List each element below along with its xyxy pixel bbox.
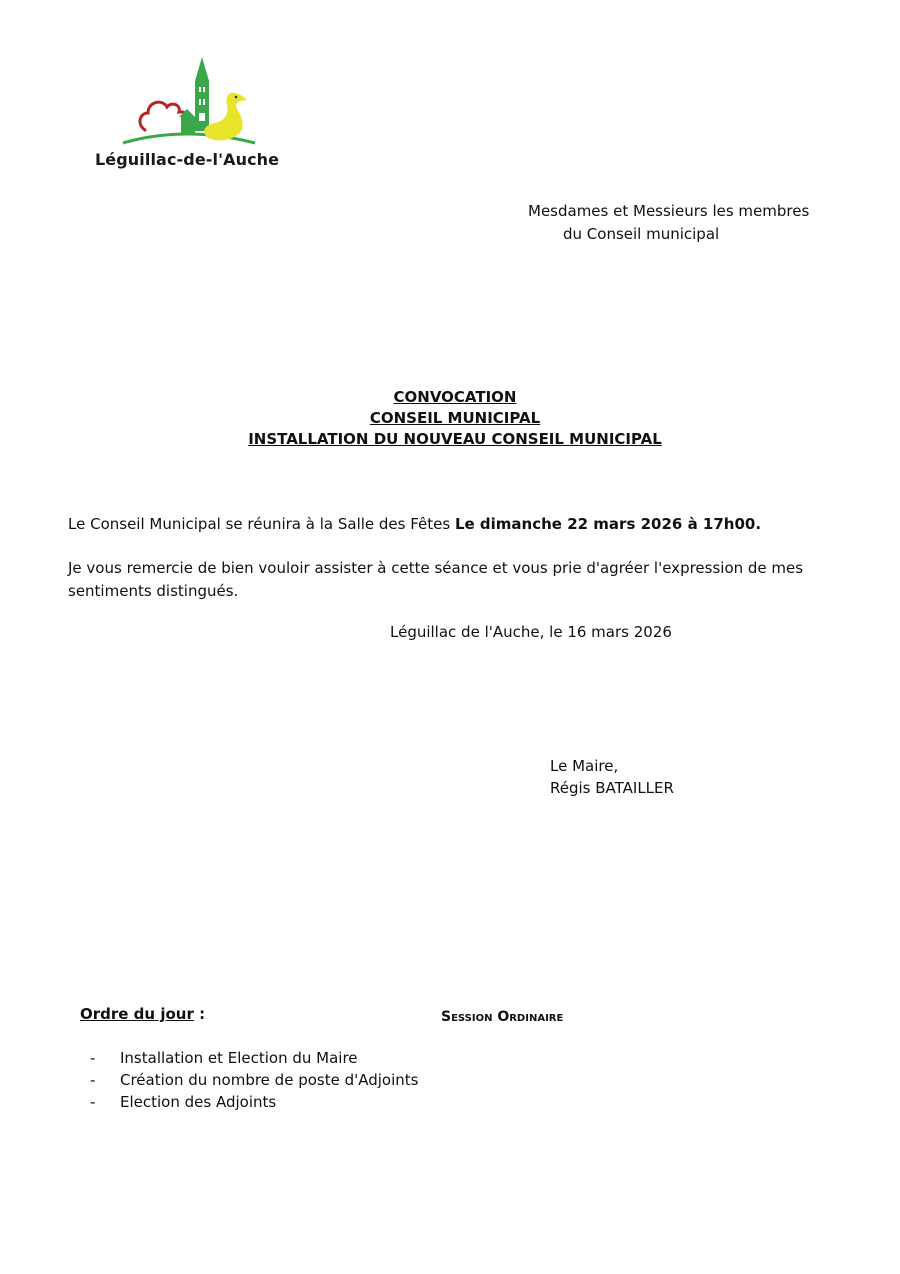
agenda-item-label: Election des Adjoints: [120, 1093, 277, 1111]
signature-block: [550, 755, 674, 799]
meeting-date-time: Le dimanche 22 mars 2026 à 17h00.: [454, 515, 762, 533]
agenda-heading-label: Ordre du jour: [80, 1005, 194, 1023]
meeting-announcement-text: Le Conseil Municipal se réunira à la Salle des Fêtes: [68, 515, 455, 533]
agenda-item-label: Installation et Election du Maire: [120, 1049, 358, 1067]
recipients-line-1: Mesdames et Messieurs les membres: [528, 202, 810, 220]
closing-paragraph: Je vous remercie de bien vouloir assister à cette séance et vous prie d'agréer l'expression de mes sentiments distingués.: [68, 559, 804, 600]
logo-text: Léguillac-de-l'Auche: [95, 150, 280, 169]
village-emblem-icon: [115, 55, 265, 150]
title-installation: INSTALLATION DU NOUVEAU CONSEIL MUNICIPAL: [248, 430, 662, 448]
agenda-heading: [80, 1005, 205, 1023]
bullet-dash: -: [90, 1071, 96, 1089]
list-item: [90, 1069, 418, 1091]
agenda-list: [90, 1047, 418, 1113]
signature-name: Régis BATAILLER: [550, 779, 674, 797]
list-item: [90, 1047, 418, 1069]
signature-title: Le Maire,: [550, 757, 619, 775]
session-type: Session Ordinaire: [441, 1009, 564, 1025]
bullet-dash: -: [90, 1093, 96, 1111]
list-item: [90, 1091, 418, 1113]
title-conseil-municipal: CONSEIL MUNICIPAL: [369, 409, 541, 427]
agenda-item-label: Création du nombre de poste d'Adjoints: [120, 1071, 419, 1089]
meeting-announcement: [68, 513, 848, 536]
municipality-logo: [95, 55, 295, 175]
document-titles: [0, 387, 900, 450]
place-and-date: Léguillac de l'Auche, le 16 mars 2026: [390, 623, 672, 641]
title-convocation: CONVOCATION: [393, 388, 517, 406]
recipients-block: [528, 200, 809, 246]
agenda-heading-colon: :: [193, 1005, 206, 1023]
bullet-dash: -: [90, 1049, 96, 1067]
recipients-line-2: du Conseil municipal: [563, 225, 720, 243]
